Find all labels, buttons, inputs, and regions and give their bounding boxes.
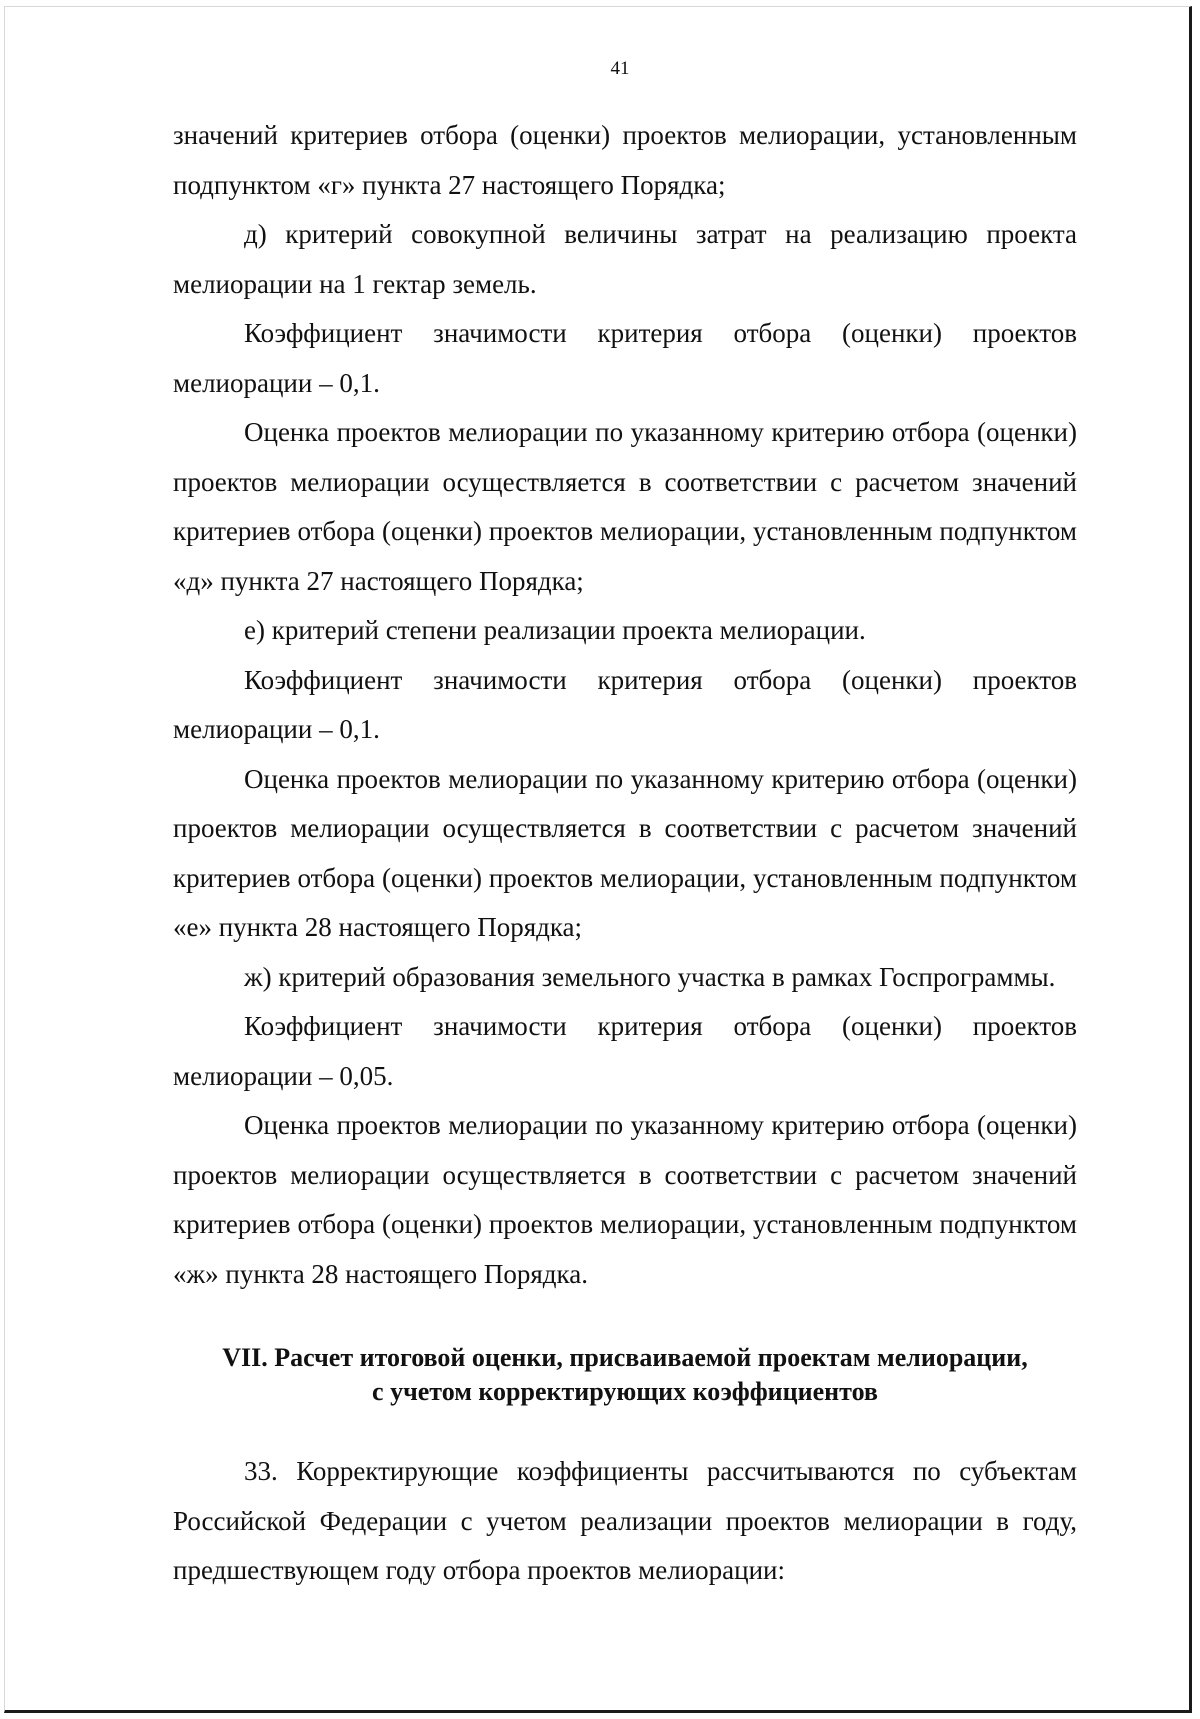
paragraph: е) критерий степени реализации проекта мелиорации. — [244, 615, 866, 645]
paragraph: Оценка проектов мелиорации по указанному критерию отбора (оценки) проектов мелиорации осуществляется в соответствии с расчетом значений критериев отбора (оценки) проектов мелиорации, установленным подпунктом «д» пункта 27 настоящего Порядка; — [173, 417, 1077, 596]
document-body — [173, 111, 1077, 1596]
paragraph: Коэффициент значимости критерия отбора (оценки) проектов мелиорации – 0,05. — [173, 1011, 1077, 1091]
page-number: 41 — [610, 58, 630, 79]
paragraph: Оценка проектов мелиорации по указанному критерию отбора (оценки) проектов мелиорации осуществляется в соответствии с расчетом значений критериев отбора (оценки) проектов мелиорации, установленным подпунктом «е» пункта 28 настоящего Порядка; — [173, 763, 1077, 942]
section-heading — [173, 1341, 1077, 1409]
section-heading-line: с учетом корректирующих коэффициентов — [372, 1377, 878, 1406]
paragraph: д) критерий совокупной величины затрат на реализацию проекта мелиорации на 1 гектар земель. — [173, 219, 1077, 299]
paragraph: значений критериев отбора (оценки) проектов мелиорации, установленным подпунктом «г» пункта 27 настоящего Порядка; — [173, 120, 1077, 200]
paragraph: 33. Корректирующие коэффициенты рассчитываются по субъектам Российской Федерации с учетом реализации проектов мелиорации в году, предшествующем году отбора проектов мелиорации: — [173, 1456, 1077, 1585]
paragraph: Оценка проектов мелиорации по указанному критерию отбора (оценки) проектов мелиорации осуществляется в соответствии с расчетом значений критериев отбора (оценки) проектов мелиорации, установленным подпунктом «ж» пункта 28 настоящего Порядка. — [173, 1110, 1077, 1289]
paragraph: Коэффициент значимости критерия отбора (оценки) проектов мелиорации – 0,1. — [173, 664, 1077, 744]
paragraph: ж) критерий образования земельного участка в рамках Госпрограммы. — [244, 961, 1056, 992]
paragraph: Коэффициент значимости критерия отбора (оценки) проектов мелиорации – 0,1. — [173, 318, 1077, 398]
section-heading-line: VII. Расчет итоговой оценки, присваиваемой проектам мелиорации, — [222, 1343, 1028, 1372]
